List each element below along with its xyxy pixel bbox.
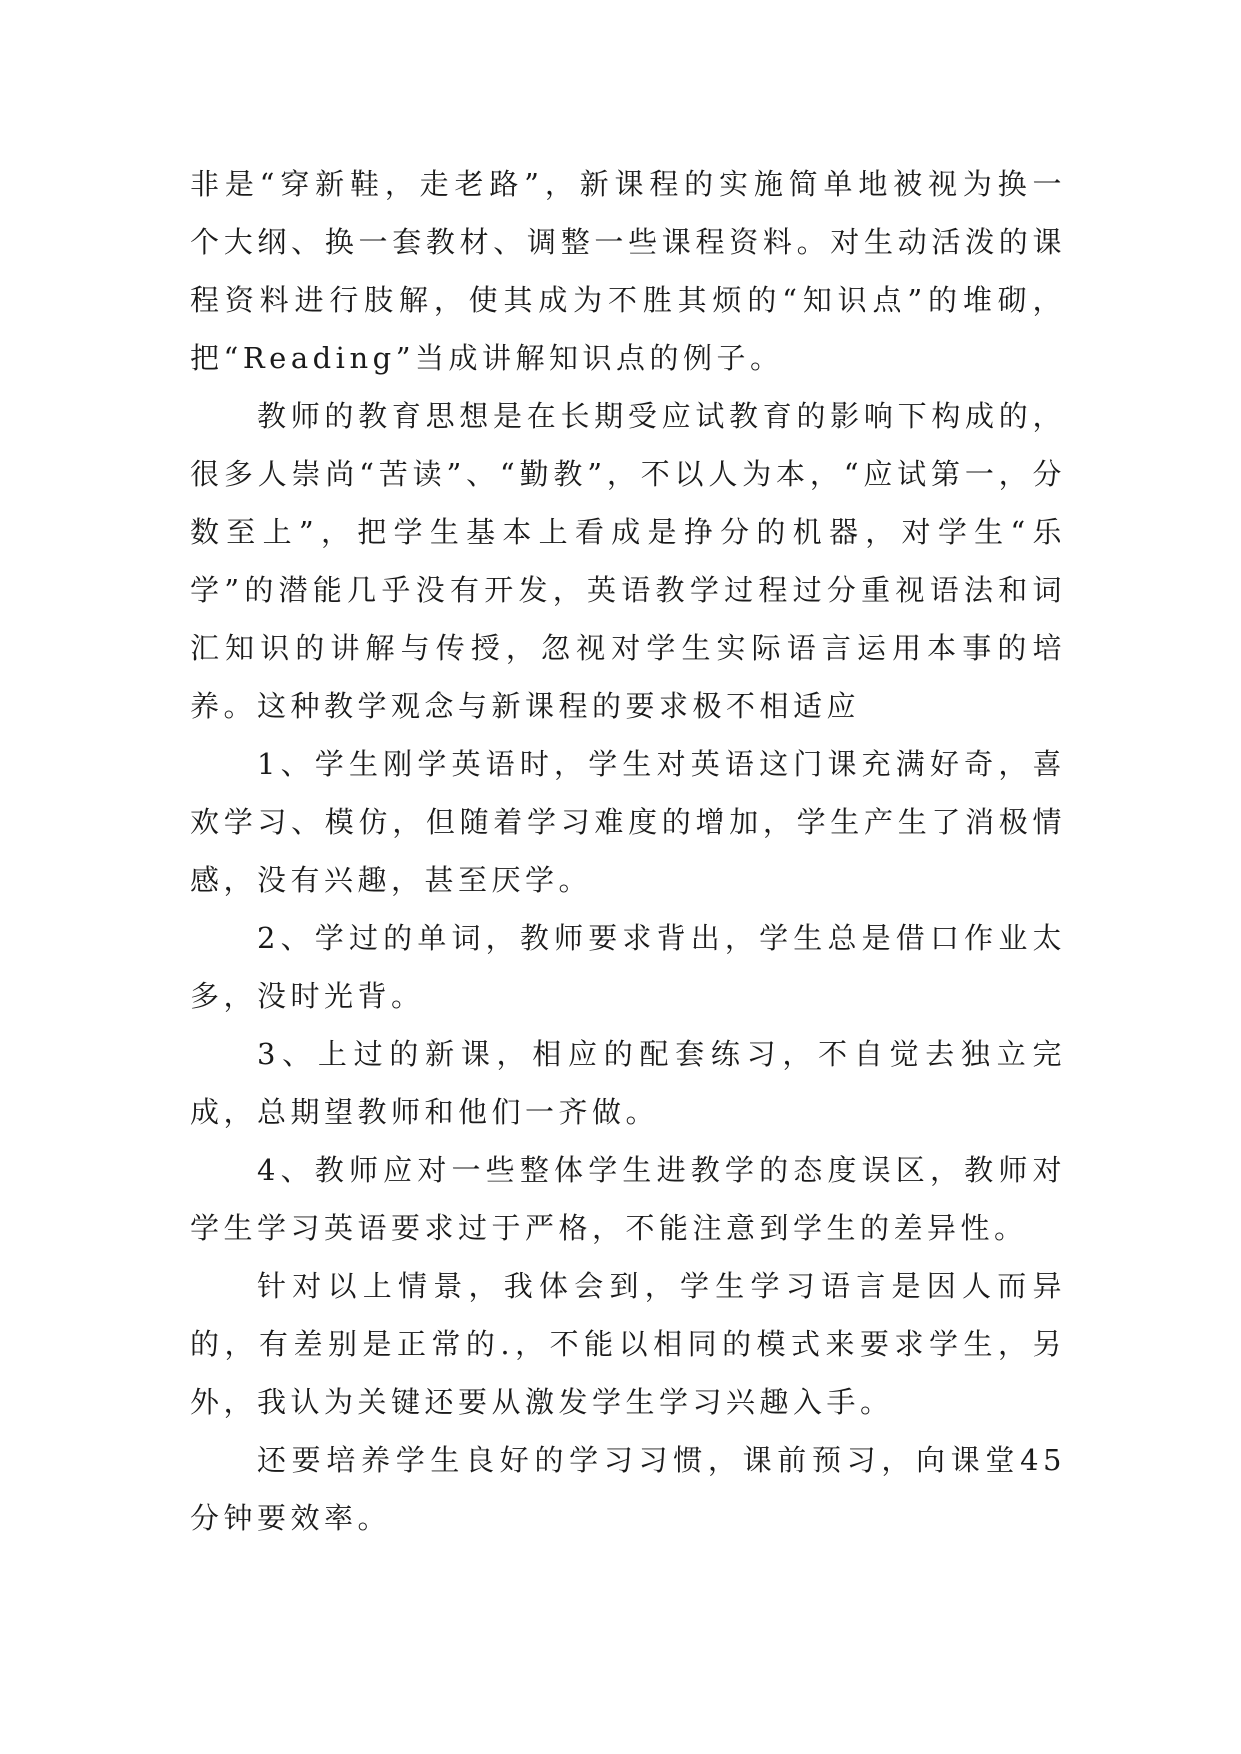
paragraph-2: 教师的教育思想是在长期受应试教育的影响下构成的，很多人崇尚“苦读”、“勤教”，不以人为本，“应试第一，分数至上”，把学生基本上看成是挣分的机器，对学生“乐学”的潜能几乎没有开发，英语教学过程过分重视语法和词汇知识的讲解与传授，忽视对学生实际语言运用本事的培养。这种教学观念与新课程的要求极不相适应	[190, 399, 1066, 723]
paragraph-3: 1、学生刚学英语时，学生对英语这门课充满好奇，喜欢学习、模仿，但随着学习难度的增加，学生产生了消极情感，没有兴趣，甚至厌学。	[190, 747, 1066, 897]
paragraph-8: 还要培养学生良好的学习习惯，课前预习，向课堂45分钟要效率。	[190, 1443, 1066, 1535]
paragraph-6: 4、教师应对一些整体学生进教学的态度误区，教师对学生学习英语要求过于严格，不能注意到学生的差异性。	[190, 1153, 1066, 1245]
paragraph-5: 3、上过的新课，相应的配套练习，不自觉去独立完成，总期望教师和他们一齐做。	[190, 1037, 1066, 1129]
document-body	[190, 155, 1066, 1547]
paragraph-1: 非是“穿新鞋，走老路”，新课程的实施简单地被视为换一个大纲、换一套教材、调整一些课程资料。对生动活泼的课程资料进行肢解，使其成为不胜其烦的“知识点”的堆砌，把“Reading”当成讲解知识点的例子。	[190, 167, 1066, 375]
paragraph-7: 针对以上情景，我体会到，学生学习语言是因人而异的，有差别是正常的.，不能以相同的模式来要求学生，另外，我认为关键还要从激发学生学习兴趣入手。	[190, 1269, 1066, 1419]
paragraph-4: 2、学过的单词，教师要求背出，学生总是借口作业太多，没时光背。	[190, 921, 1066, 1013]
